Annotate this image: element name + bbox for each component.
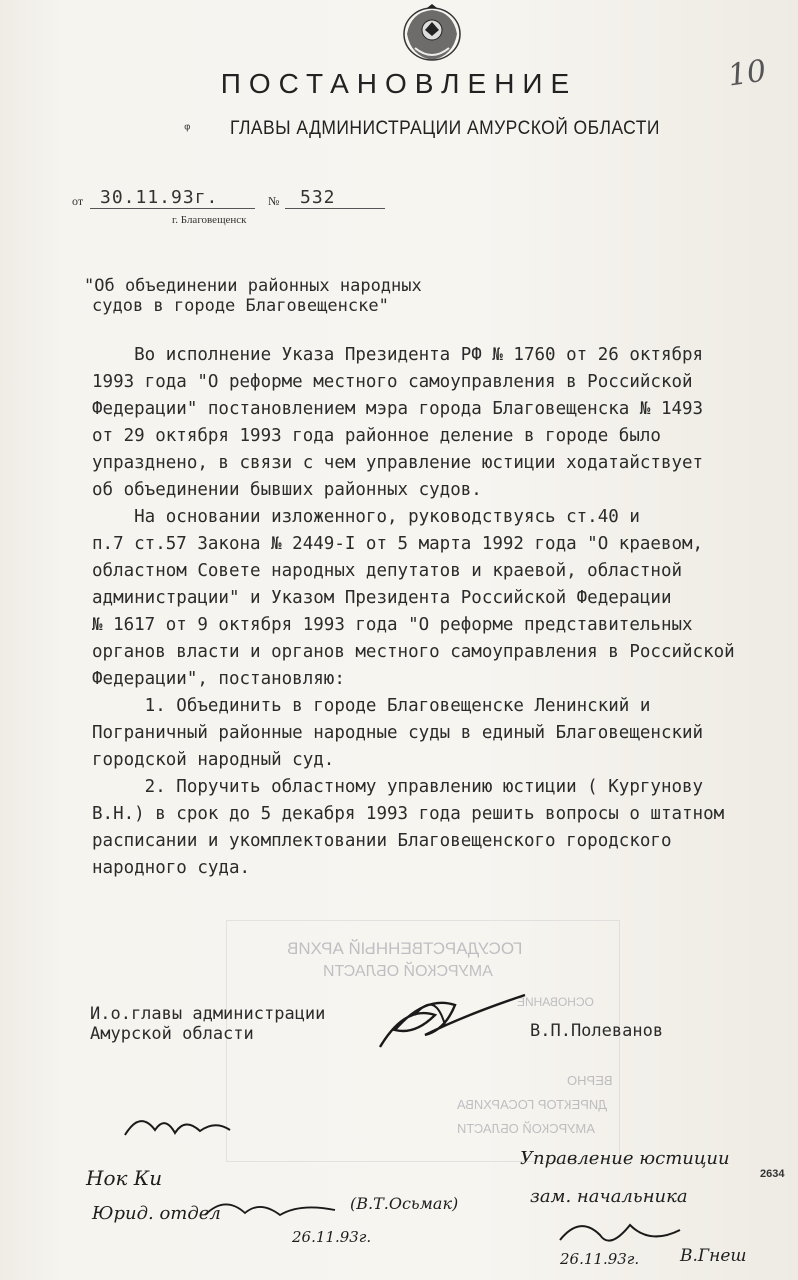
stamp-line: АМУРСКОЙ ОБЛАСТИ (323, 963, 493, 980)
body-line: народного суда. (92, 858, 251, 878)
handwritten-note: Нок Ки (86, 1166, 163, 1190)
body-line: об объединении бывших районных судов. (92, 480, 482, 500)
body-line: Во исполнение Указа Президента РФ № 1760 от 26 октября (92, 345, 704, 365)
body-line: расписании и укомплектовании Благовещенского городского (92, 831, 672, 851)
date-underline (90, 208, 255, 209)
body-line: Пограничный районные народные суды в единый Благовещенский (92, 723, 704, 743)
handwritten-note: В.Гнеш (680, 1246, 747, 1266)
position-line: И.о.главы администрации (90, 1004, 326, 1024)
body-line: от 29 октября 1993 года районное деление в городе было (92, 426, 661, 446)
body-line: 2. Поручить областному управлению юстиции ( Кургунову (92, 777, 704, 797)
body-line: упразднено, в связи с чем управление юстиции ходатайствует (92, 453, 704, 473)
signatory-position (90, 1004, 325, 1044)
handwritten-date: 26.11.93г. (560, 1250, 640, 1268)
number-value: 532 (300, 187, 336, 208)
stamp-line: ОСНОВАНИЕ (517, 995, 594, 1009)
position-line: Амурской области (90, 1024, 254, 1044)
number-prefix: № (268, 194, 280, 208)
date-value: 30.11.93г. (100, 187, 219, 208)
handwritten-note: зам. начальника (530, 1186, 688, 1207)
city-label: г. Благовещенск (172, 214, 247, 226)
stamp-line: ВЕРНО (567, 1073, 613, 1088)
body-line: п.7 ст.57 Закона № 2449-I от 5 марта 1992 года "О краевом, (92, 534, 704, 554)
coat-of-arms-icon (397, 4, 467, 66)
signatory-name: В.П.Полеванов (530, 1021, 664, 1041)
mark-icon: ᵠ (184, 120, 191, 139)
document-title: ПОСТАНОВЛЕНИЕ (220, 68, 578, 99)
body-line: № 1617 от 9 октября 1993 года "О реформе представительных (92, 615, 693, 635)
stamp-line: ДИРЕКТОР ГОСАРХИВА (457, 1097, 608, 1112)
stamp-line: ГОСУДАРСТВЕННЫЙ АРХИВ (287, 939, 523, 958)
body-line: областном Совете народных депутатов и краевой, областной (92, 561, 683, 581)
document-heading (84, 276, 422, 316)
document-subtitle: ГЛАВЫ АДМИНИСТРАЦИИ АМУРСКОЙ ОБЛАСТИ (230, 118, 660, 139)
handwritten-note: (В.Т.Осьмак) (350, 1194, 459, 1213)
body-line: администрации" и Указом Президента Российской Федерации (92, 588, 672, 608)
body-line: На основании изложенного, руководствуясь ст.40 и (92, 507, 640, 527)
heading-line: "Об объединении районных народных (84, 276, 422, 296)
handwritten-note: Управление юстиции (520, 1148, 730, 1169)
heading-line: судов в городе Благовещенске" (92, 296, 389, 316)
initials-scribble (120, 1105, 240, 1145)
body-line: городской народный суд. (92, 750, 335, 770)
stamp-number: 2634 (760, 1168, 785, 1180)
document-body (92, 342, 735, 882)
body-line: В.Н.) в срок до 5 декабря 1993 года решить вопросы о штатном (92, 804, 725, 824)
justice-signature (550, 1210, 690, 1255)
signature-scribble (375, 985, 535, 1055)
handwritten-note: Юрид. отдел (92, 1203, 221, 1224)
date-prefix: от (72, 194, 84, 208)
body-line: 1993 года "О реформе местного самоуправления в Российской (92, 372, 693, 392)
page-number-handwritten: 10 (725, 53, 769, 94)
body-line: Федерации", постановляю: (92, 669, 345, 689)
stamp-line: АМУРСКОЙ ОБЛАСТИ (457, 1121, 595, 1136)
handwritten-date: 26.11.93г. (292, 1228, 372, 1246)
body-line: органов власти и органов местного самоуправления в Российской (92, 642, 735, 662)
number-underline (285, 208, 385, 209)
body-line: 1. Объединить в городе Благовещенске Ленинский и (92, 696, 651, 716)
lawyer-signature (200, 1195, 340, 1225)
body-line: Федерации" постановлением мэра города Благовещенска № 1493 (92, 399, 704, 419)
